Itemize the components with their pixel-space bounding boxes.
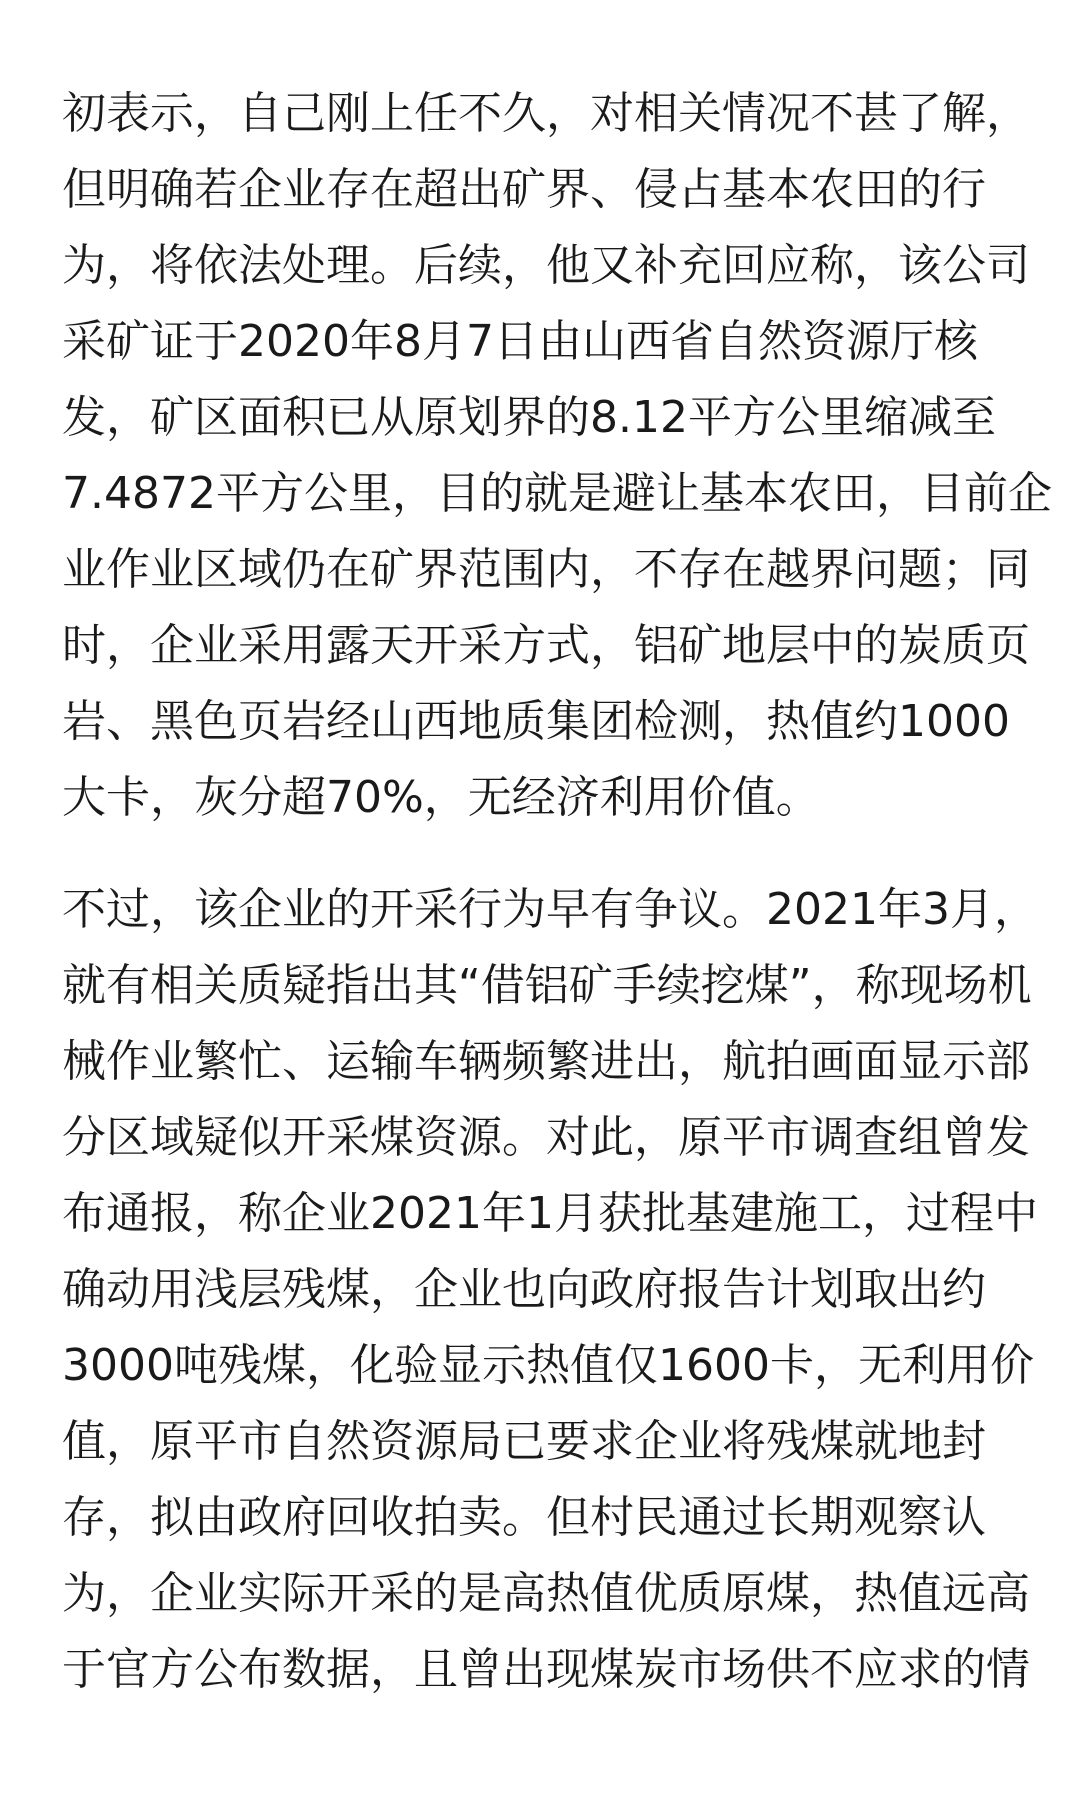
text-line: 初表示，自己刚上任不久，对相关情况不甚了解， <box>62 88 1030 139</box>
text-line: 但明确若企业存在超出矿界、侵占基本农田的行 <box>62 164 986 215</box>
paragraph-2 <box>62 872 1038 1708</box>
text-line: 存，拟由政府回收拍卖。但村民通过长期观察认 <box>62 1492 986 1543</box>
text-line: 不过，该企业的开采行为早有争议。2021年3月， <box>62 884 1038 935</box>
text-line: 业作业区域仍在矿界范围内，不存在越界问题；同 <box>62 544 1030 595</box>
text-line: 就有相关质疑指出其“借铝矿手续挖煤”，称现场机 <box>62 960 1032 1011</box>
text-line: 于官方公布数据，且曾出现煤炭市场供不应求的情 <box>62 1644 1030 1695</box>
text-line: 械作业繁忙、运输车辆频繁进出，航拍画面显示部 <box>62 1036 1030 1087</box>
text-line: 大卡，灰分超70%，无经济利用价值。 <box>62 772 820 823</box>
text-line: 确动用浅层残煤，企业也向政府报告计划取出约 <box>62 1264 986 1315</box>
text-line: 布通报，称企业2021年1月获批基建施工，过程中 <box>62 1188 1038 1239</box>
text-line: 3000吨残煤，化验显示热值仅1600卡，无利用价 <box>62 1340 1034 1391</box>
text-line: 为，将依法处理。后续，他又补充回应称，该公司 <box>62 240 1030 291</box>
text-line: 发，矿区面积已从原划界的8.12平方公里缩减至 <box>62 392 996 443</box>
text-line: 采矿证于2020年8月7日由山西省自然资源厅核 <box>62 316 978 367</box>
text-line: 7.4872平方公里，目的就是避让基本农田，目前企 <box>62 468 1052 519</box>
text-line: 为，企业实际开采的是高热值优质原煤，热值远高 <box>62 1568 1030 1619</box>
text-line: 时，企业采用露天开采方式，铝矿地层中的炭质页 <box>62 620 1030 671</box>
text-line: 岩、黑色页岩经山西地质集团检测，热值约1000 <box>62 696 1010 747</box>
text-line: 值，原平市自然资源局已要求企业将残煤就地封 <box>62 1416 986 1467</box>
text-line: 分区域疑似开采煤资源。对此，原平市调查组曾发 <box>62 1112 1030 1163</box>
paragraph-1 <box>62 76 1052 836</box>
